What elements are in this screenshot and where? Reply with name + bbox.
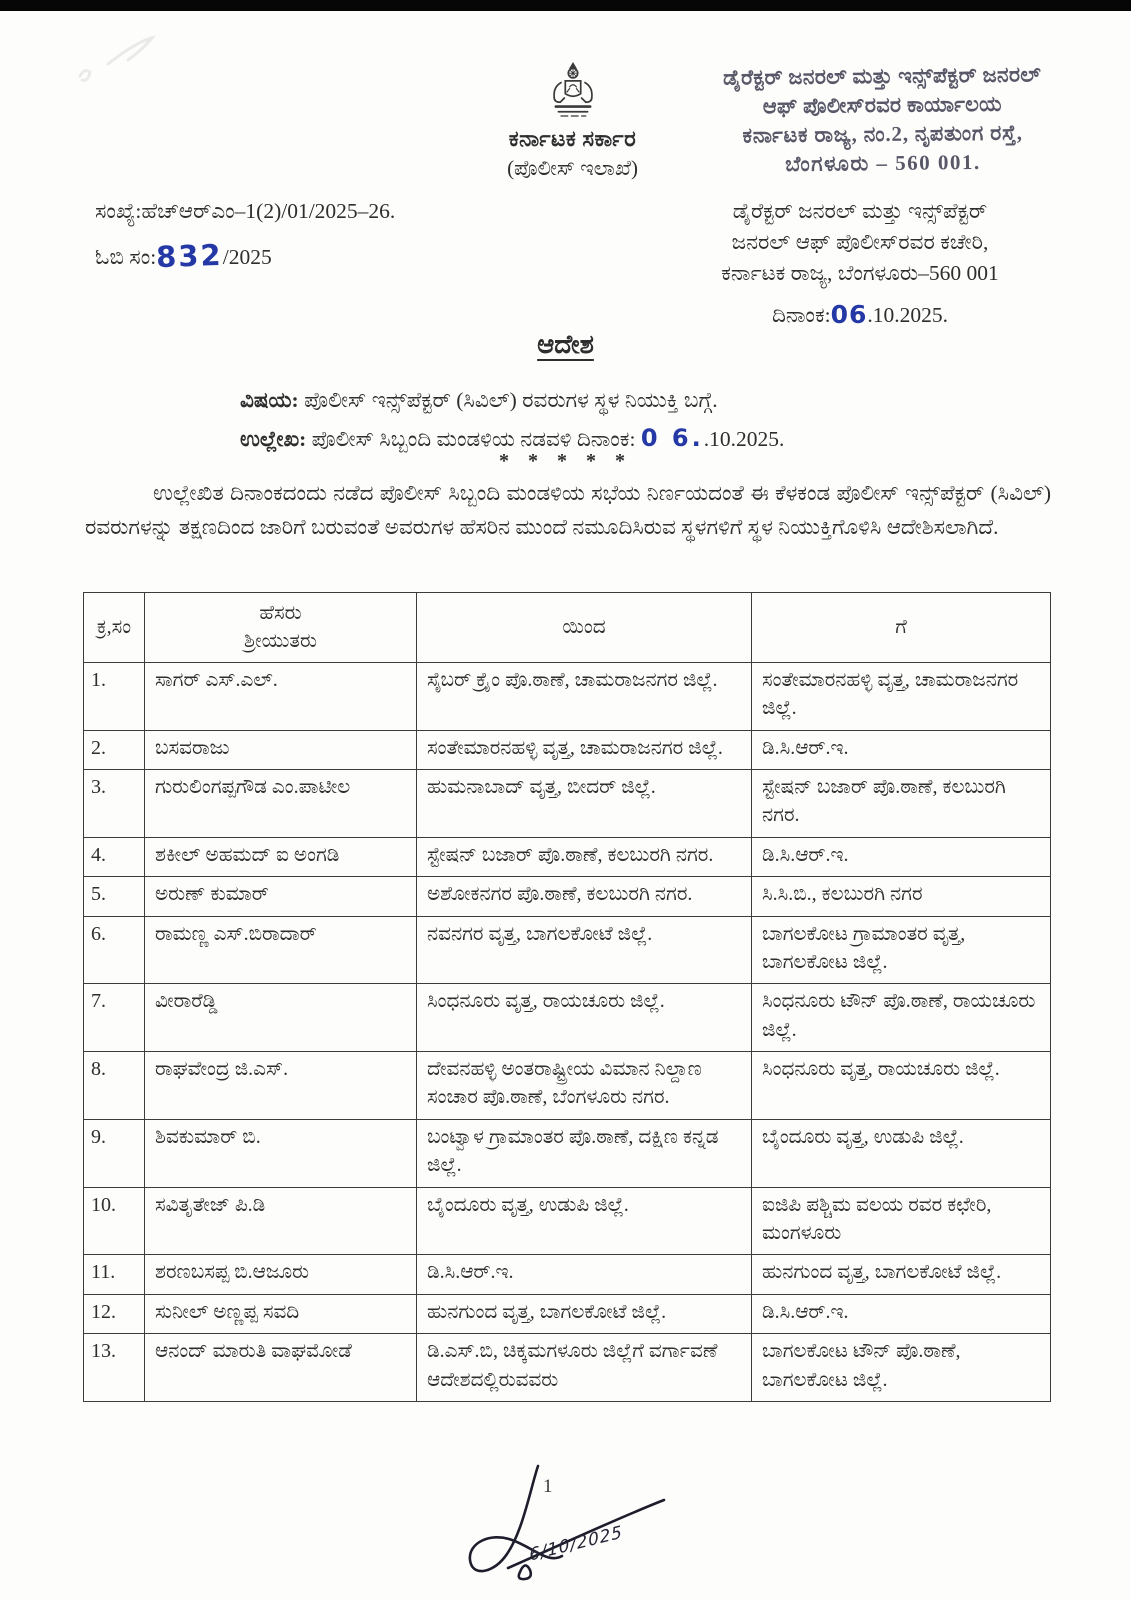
row-from: ಸೈಬರ್ ಕ್ರೈಂ ಪೊ.ಠಾಣೆ, ಚಾಮರಾಜನಗರ ಜಿಲ್ಲೆ. — [417, 662, 752, 730]
table-row — [84, 662, 1051, 730]
stamp-line: ಡೈರೆಕ್ಟರ್ ಜನರಲ್ ಮತ್ತು ಇನ್ಸ್‌ಪೆಕ್ಟರ್ ಜನರಲ್ — [722, 62, 1042, 90]
row-from: ಸಂತೇಮಾರನಹಳ್ಳಿ ವೃತ್ತ, ಚಾಮರಾಜನಗರ ಜಿಲ್ಲೆ. — [417, 730, 752, 769]
row-to: ಹುನಗುಂದ ವೃತ್ತ, ಬಾಗಲಕೋಟೆ ಜಿಲ್ಲೆ. — [752, 1255, 1051, 1294]
row-name: ಶರಣಬಸಪ್ಪ ಬಿ.ಆಜೂರು — [145, 1255, 417, 1294]
signature-icon — [450, 1452, 690, 1582]
reference-label: ಉಲ್ಲೇಖ: — [240, 427, 307, 451]
office-line: ಜನರಲ್ ಆಫ್ ಪೊಲೀಸ್‌ರವರ ಕಚೇರಿ, — [731, 230, 989, 255]
stamp-line: ಕರ್ನಾಟಕ ರಾಜ್ಯ, ನಂ.2, ನೃಪತುಂಗ ರಸ್ತೆ, — [742, 120, 1023, 148]
row-to: ಸಿಂಧನೂರು ವೃತ್ತ, ರಾಯಚೂರು ಜಿಲ್ಲೆ. — [752, 1052, 1051, 1120]
header-name: ಹೆಸರು ಶ್ರೀಯುತರು — [145, 593, 417, 663]
date-handwritten: 06 — [830, 299, 868, 329]
table-header-row — [84, 593, 1051, 663]
row-slno: 7. — [84, 984, 145, 1052]
order-body-paragraph: ಉಲ್ಲೇಖಿತ ದಿನಾಂಕದಂದು ನಡೆದ ಪೊಲೀಸ್ ಸಿಬ್ಬಂದಿ ಮಂಡಳಿಯ ಸಭೆಯ ನಿರ್ಣಯದಂತೆ ಈ ಕೆಳಕಂಡ ಪೊಲೀಸ್ ಇನ್ಸ್‌ಪೆಕ್ಟರ್ (ಸಿವಿಲ್) ರವರುಗಳನ್ನು ತಕ್ಷಣದಿಂದ ಜಾರಿಗೆ ಬರುವಂತೆ ಅವರುಗಳ ಹೆಸರಿನ ಮುಂದೆ ನಮೂದಿಸಿರುವ ಸ್ಥಳಗಳಿಗೆ ಸ್ಥಳ ನಿಯುಕ್ತಿಗೊಳಿಸಿ ಆದೇಶಿಸಲಾಗಿದೆ. — [85, 481, 1051, 540]
reference-line — [240, 424, 1050, 452]
row-from: ಬಂಟ್ವಾಳ ಗ್ರಾಮಾಂತರ ಪೊ.ಠಾಣೆ, ದಕ್ಷಿಣ ಕನ್ನಡ ಜಿಲ್ಲೆ. — [417, 1119, 752, 1187]
row-slno: 10. — [84, 1187, 145, 1255]
row-from: ನವನಗರ ವೃತ್ತ, ಬಾಗಲಕೋಟೆ ಜಿಲ್ಲೆ. — [417, 916, 752, 984]
table-row — [84, 1187, 1051, 1255]
karnataka-emblem-icon — [547, 62, 599, 122]
ob-suffix: /2025 — [222, 245, 272, 270]
row-to: ಸಂತೇಮಾರನಹಳ್ಳಿ ವೃತ್ತ, ಚಾಮರಾಜನಗರ ಜಿಲ್ಲೆ. — [752, 662, 1051, 730]
stamp-line: ಬೆಂಗಳೂರು – 560 001. — [785, 149, 981, 176]
row-from: ಸ್ಟೇಷನ್ ಬಜಾರ್ ಪೊ.ಠಾಣೆ, ಕಲಬುರಗಿ ನಗರ. — [417, 837, 752, 876]
row-name: ಆನಂದ್ ಮಾರುತಿ ವಾಘಮೋಡೆ — [145, 1334, 417, 1402]
row-name: ರಾಘವೇಂದ್ರ ಜಿ.ಎಸ್. — [145, 1052, 417, 1120]
table-row — [84, 730, 1051, 769]
row-to: ಬೈಂದೂರು ವೃತ್ತ, ಉಡುಪಿ ಜಿಲ್ಲೆ. — [752, 1119, 1051, 1187]
subject-label: ವಿಷಯ: — [240, 388, 299, 412]
row-from: ಬೈಂದೂರು ವೃತ್ತ, ಉಡುಪಿ ಜಿಲ್ಲೆ. — [417, 1187, 752, 1255]
row-name: ಶಿವಕುಮಾರ್ ಬಿ. — [145, 1119, 417, 1187]
table-row — [84, 1052, 1051, 1120]
table-row — [84, 1294, 1051, 1333]
page-number: 1 — [543, 1476, 553, 1497]
separator-stars: * * * * * — [499, 450, 632, 472]
row-from: ಡಿ.ಸಿ.ಆರ್.ಇ. — [417, 1255, 752, 1294]
row-name: ಗುರುಲಿಂಗಪ್ಪಗೌಡ ಎಂ.ಪಾಟೀಲ — [145, 769, 417, 837]
pen-scribble-icon — [50, 24, 250, 134]
table-row — [84, 837, 1051, 876]
file-number-line: ಸಂಖ್ಯೆ:ಹೆಚ್‌ಆರ್‌ಎಂ–1(2)/01/2025–26. — [95, 199, 396, 223]
header-slno: ಕ್ರ,ಸಂ — [84, 593, 145, 663]
row-to: ಸಿಂಧನೂರು ಟೌನ್ ಪೊ.ಠಾಣೆ, ರಾಯಚೂರು ಜಿಲ್ಲೆ. — [752, 984, 1051, 1052]
file-number-block — [95, 196, 395, 275]
date-rest: .10.2025. — [867, 302, 949, 327]
row-from: ಸಿಂಧನೂರು ವೃತ್ತ, ರಾಯಚೂರು ಜಿಲ್ಲೆ. — [417, 984, 752, 1052]
row-slno: 6. — [84, 916, 145, 984]
order-date-line — [635, 296, 1085, 332]
table-row — [84, 877, 1051, 916]
row-from: ದೇವನಹಳ್ಳಿ ಅಂತರಾಷ್ಟ್ರೀಯ ವಿಮಾನ ನಿಲ್ದಾಣ ಸಂಚಾರ ಪೊ.ಠಾಣೆ, ಬೆಂಗಳೂರು ನಗರ. — [417, 1052, 752, 1120]
subject-line — [240, 388, 1050, 413]
row-to: ಬಾಗಲಕೋಟ ಟೌನ್ ಪೊ.ಠಾಣೆ, ಬಾಗಲಕೋಟ ಜಿಲ್ಲೆ. — [752, 1334, 1051, 1402]
row-slno: 3. — [84, 769, 145, 837]
order-title: ಆದೇಶ — [537, 330, 594, 359]
reference-date-handwritten: 0 6. — [640, 424, 704, 452]
row-name: ಶಕೀಲ್ ಅಹಮದ್ ಐ ಅಂಗಡಿ — [145, 837, 417, 876]
reference-date-rest: .10.2025. — [703, 427, 785, 451]
stamp-line: ಆಫ್ ಪೊಲೀಸ್‌ರವರ ಕಾರ್ಯಾಲಯ — [762, 91, 1003, 119]
table-row — [84, 1334, 1051, 1402]
reference-text: ಪೊಲೀಸ್ ಸಿಬ್ಬಂದಿ ಮಂಡಳಿಯ ನಡವಳಿ ದಿನಾಂಕ: — [311, 427, 636, 451]
row-to: ಬಾಗಲಕೋಟ ಗ್ರಾಮಾಂತರ ವೃತ್ತ, ಬಾಗಲಕೋಟ ಜಿಲ್ಲೆ. — [752, 916, 1051, 984]
office-line: ಕರ್ನಾಟಕ ರಾಜ್ಯ, ಬೆಂಗಳೂರು–560 001 — [721, 261, 999, 286]
row-from: ಡಿ.ಎಸ್.ಬಿ, ಚಿಕ್ಕಮಗಳೂರು ಜಿಲ್ಲೆಗೆ ವರ್ಗಾವಣೆ ಆದೇಶದಲ್ಲಿರುವವರು — [417, 1334, 752, 1402]
ob-label: ಓಬಿ ಸಂ: — [95, 245, 157, 270]
row-to: ಸ್ಟೇಷನ್ ಬಜಾರ್ ಪೊ.ಠಾಣೆ, ಕಲಬುರಗಿ ನಗರ. — [752, 769, 1051, 837]
subject-text: ಪೊಲೀಸ್ ಇನ್ಸ್‌ಪೆಕ್ಟರ್ (ಸಿವಿಲ್) ರವರುಗಳ ಸ್ಥಳ ನಿಯುಕ್ತಿ ಬಗ್ಗೆ. — [304, 388, 718, 412]
row-slno: 13. — [84, 1334, 145, 1402]
row-name: ಅರುಣ್ ಕುಮಾರ್ — [145, 877, 417, 916]
govt-title: ಕರ್ನಾಟಕ ಸರ್ಕಾರ — [508, 126, 637, 151]
row-to: ಡಿ.ಸಿ.ಆರ್.ಇ. — [752, 1294, 1051, 1333]
table-row — [84, 769, 1051, 837]
table-row — [84, 1119, 1051, 1187]
ob-number-handwritten: 832 — [155, 238, 224, 275]
row-to: ಸಿ.ಸಿ.ಬಿ., ಕಲಬುರಗಿ ನಗರ — [752, 877, 1051, 916]
dept-subtitle: (ಪೊಲೀಸ್ ಇಲಾಖೆ) — [507, 156, 638, 180]
office-line: ಡೈರೆಕ್ಟರ್ ಜನರಲ್ ಮತ್ತು ಇನ್ಸ್‌ಪೆಕ್ಟರ್ — [732, 199, 988, 223]
table-row — [84, 1255, 1051, 1294]
signature-date-handwritten: 6/10/2025 — [528, 1522, 624, 1566]
transfer-order-table — [83, 592, 1051, 1402]
row-slno: 4. — [84, 837, 145, 876]
table-row — [84, 984, 1051, 1052]
header-from: ಯಿಂದ — [417, 593, 752, 663]
row-to: ಐಜಿಪಿ ಪಶ್ಚಿಮ ವಲಯ ರವರ ಕಛೇರಿ, ಮಂಗಳೂರು — [752, 1187, 1051, 1255]
office-stamp — [654, 60, 1110, 181]
table-row — [84, 916, 1051, 984]
row-to: ಡಿ.ಸಿ.ಆರ್.ಇ. — [752, 730, 1051, 769]
signature-block — [450, 1452, 690, 1587]
office-address-block — [635, 196, 1085, 332]
row-name: ಬಸವರಾಜು — [145, 730, 417, 769]
row-slno: 1. — [84, 662, 145, 730]
row-name: ಸವಿತೃತೇಜ್ ಪಿ.ಡಿ — [145, 1187, 417, 1255]
row-name: ಸುನೀಲ್ ಅಣ್ಣಪ್ಪ ಸವದಿ — [145, 1294, 417, 1333]
row-slno: 2. — [84, 730, 145, 769]
transfer-table-body — [84, 662, 1051, 1401]
row-slno: 5. — [84, 877, 145, 916]
row-name: ರಾಮಣ್ಣ ಎಸ್.ಬಿರಾದಾರ್ — [145, 916, 417, 984]
row-from: ಹುಮನಾಬಾದ್ ವೃತ್ತ, ಬೀದರ್ ಜಿಲ್ಲೆ. — [417, 769, 752, 837]
row-to: ಡಿ.ಸಿ.ಆರ್.ಇ. — [752, 837, 1051, 876]
row-from: ಅಶೋಕನಗರ ಪೊ.ಠಾಣೆ, ಕಲಬುರಗಿ ನಗರ. — [417, 877, 752, 916]
row-slno: 8. — [84, 1052, 145, 1120]
date-label: ದಿನಾಂಕ: — [771, 302, 831, 327]
ob-number-line — [95, 233, 395, 275]
row-from: ಹುನಗುಂದ ವೃತ್ತ, ಬಾಗಲಕೋಟೆ ಜಿಲ್ಲೆ. — [417, 1294, 752, 1333]
row-slno: 12. — [84, 1294, 145, 1333]
header-to: ಗೆ — [752, 593, 1051, 663]
row-name: ವೀರಾರೆಡ್ಡಿ — [145, 984, 417, 1052]
row-slno: 9. — [84, 1119, 145, 1187]
row-name: ಸಾಗರ್ ಎಸ್.ಎಲ್. — [145, 662, 417, 730]
row-slno: 11. — [84, 1255, 145, 1294]
scan-edge-bar — [0, 0, 1131, 11]
